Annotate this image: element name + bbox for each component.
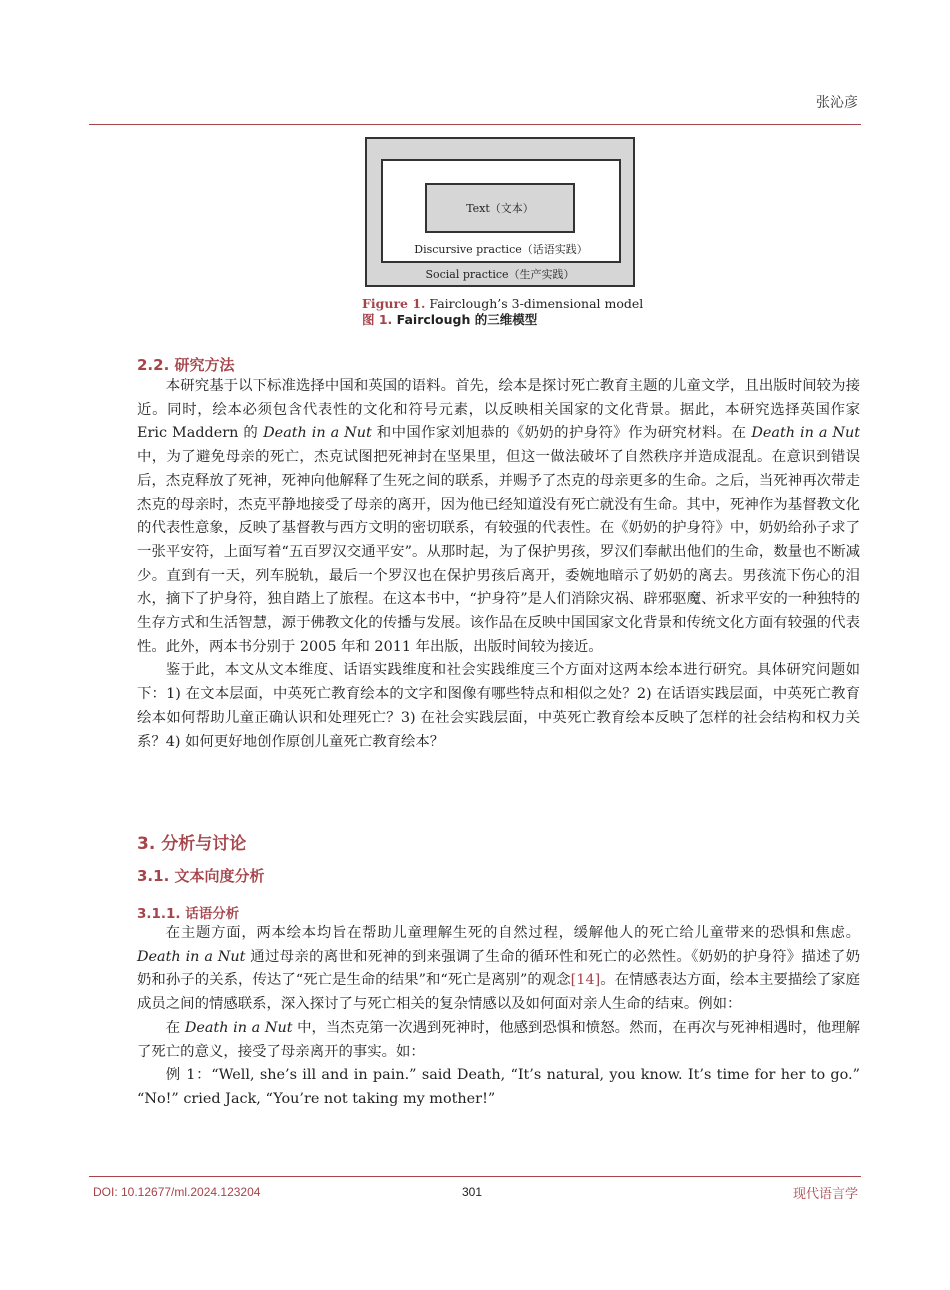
book-title: Death in a Nut [137,948,246,965]
text-box-label: Text（文本） [466,202,534,215]
social-practice-label: Social practice（生产实践） [425,268,575,281]
text-run: 中，为了避免母亲的死亡，杰克试图把死神封在坚果里，但这一做法破坏了自然秩序并造成混乱。在意识到错误后，杰克释放了死神，死神向他解释了生死之间的联系，并赐予了杰克的母亲更多的生命。之后，当死神再次带走杰克的母亲时，杰克平静地接受了母亲的离开，因为他已经知道没有死亡就没有生命。其中，死神作为基督教文化的代表性意象，反映了基督教与西方文明的密切联系，有较强的代表性。在《奶奶的护身符》中，奶奶给孙子求了一张平安符，上面写着“五百罗汉交通平安”。从那时起，为了保护男孩，罗汉们奉献出他们的生命，数量也不断减少。直到有一天，列车脱轨，最后一个罗汉也在保护男孩后离开，委婉地暗示了奶奶的离去。男孩流下伤心的泪水，摘下了护身符，独自踏上了旅程。在这本书中，“护身符”是人们消除灾祸、辟邪驱魔、祈求平安的一种独特的生存方式和生活智慧，源于佛教文化的传播与发展。该作品在反映中国国家文化背景和传统文化方面有较强的代表性。此外，两本书分别于 2005 年和 2011 年出版，出版时间较为接近。 [137,449,860,655]
section-3-1-1-body [137,922,860,1112]
paragraph [137,375,860,659]
text-run: 在 [165,1019,185,1036]
heading-3-1: 3.1. 文本向度分析 [137,867,265,885]
caption-en-label: Figure 1. [362,296,426,311]
book-title: Death in a Nut [263,425,372,442]
paragraph [137,1017,860,1064]
running-header-author: 张沁彦 [816,95,858,111]
section-2-2-body [137,375,860,754]
caption-english [362,296,643,312]
caption-chinese [362,312,643,328]
paragraph: 鉴于此，本文从文本维度、话语实践维度和社会实践维度三个方面对这两本绘本进行研究。具体研究问题如下：1) 在文本层面，中英死亡教育绘本的文字和图像有哪些特点和相似之处？2) 在话语实践层面，中英死亡教育绘本如何帮助儿童正确认识和处理死亡？3) 在社会实践层面，中英死亡教育绘本反映了怎样的社会结构和权力关系？4) 如何更好地创作原创儿童死亡教育绘本？ [137,662,860,750]
caption-en-text: Fairclough’s 3-dimensional model [425,296,644,311]
page-number: 301 [462,1185,483,1199]
footer-divider [89,1176,861,1177]
text-run: 和中国作家刘旭恭的《奶奶的护身符》作为研究材料。在 [371,425,752,442]
text-run: 通过母亲的离世和死神的到来强调了生命的循环性和死亡的必然性。《奶奶的护身符》描述了奶奶和孙子的关系，传达了“死亡是生命的结果”和“死亡是离别”的观念 [137,948,860,989]
heading-3-1-1: 3.1.1. 话语分析 [137,906,240,922]
caption-zh-label: 图 1. [362,312,393,327]
book-title: Death in a Nut [751,425,861,442]
text-box [425,183,575,233]
journal-name: 现代语言学 [792,1187,858,1202]
header-divider [89,124,861,125]
figure-caption [362,296,643,328]
fairclough-model-figure [365,137,635,287]
footer-doi[interactable]: DOI: 10.12677/ml.2024.123204 [93,1185,261,1199]
paragraph [137,922,860,1017]
heading-2-2: 2.2. 研究方法 [137,356,235,374]
discursive-practice-label: Discursive practice（话语实践） [414,243,588,256]
example-paragraph: 例 1：“Well, she’s ill and in pain.” said Death, “It’s natural, you know. It’s time for her to go.” “No!” cried Jack, “You’re not taking my mother!” [137,1067,860,1107]
text-run: 本研究基于以下标准选择中国和英国的语料。首先，绘本是探讨死亡教育主题的儿童文学，且出版时间较为接近。同时，绘本必须包含代表性的文化和符号元素，以反映相关国家的文化背景。据此，本研究选择英国作家 Eric Maddern 的 [137,378,860,442]
citation-link[interactable]: [14] [570,972,601,989]
heading-3: 3. 分析与讨论 [137,834,247,854]
text-run: 在主题方面，两本绘本均旨在帮助儿童理解生死的自然过程，缓解他人的死亡给儿童带来的恐惧和焦虑。 [165,925,860,941]
caption-zh-text: Fairclough 的三维模型 [392,312,538,327]
text-run: 中，当杰克第一次遇到死神时，他感到恐惧和愤怒。然而，在再次与死神相遇时，他理解了死亡的意义，接受了母亲离开的事实。如： [137,1019,861,1060]
text-run: 。在情感表达方面，绘本主要描绘了家庭成员之间的情感联系，深入探讨了与死亡相关的复杂情感以及如何面对亲人生命的结束。例如： [137,972,860,1013]
book-title: Death in a Nut [184,1019,293,1036]
